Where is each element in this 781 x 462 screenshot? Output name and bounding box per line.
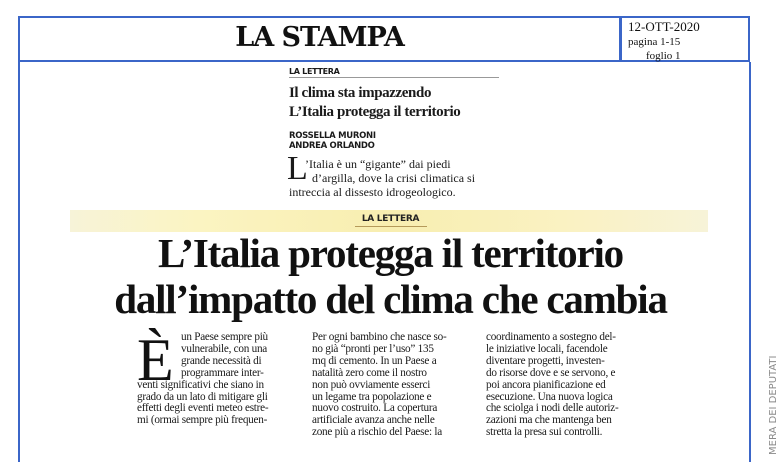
summary-author: ROSSELLA MURONI <box>289 131 376 141</box>
body-line: zone più a rischio del Paese: la <box>312 426 442 439</box>
body-line: stretta la presa sui controlli. <box>486 426 603 439</box>
article-dropcap: È <box>137 327 174 393</box>
body-line: non può ovviamente esserci <box>312 378 431 391</box>
summary-kicker: LA LETTERA <box>289 67 340 76</box>
body-line: mq di cemento. In un Paese a <box>312 354 437 367</box>
body-line: effetti degli eventi meteo estre- <box>137 402 269 415</box>
summary-author: ANDREA ORLANDO <box>289 141 375 151</box>
summary-title-line: L’Italia protegga il territorio <box>289 104 461 120</box>
masthead-box <box>18 16 621 62</box>
body-line: le iniziative locali, facendole <box>486 342 608 355</box>
summary-kicker-rule <box>289 77 499 78</box>
headline-line: L’Italia protegga il territorio <box>158 230 623 276</box>
body-line: grande necessità di <box>181 354 262 367</box>
summary-title-line: Il clima sta impazzendo <box>289 85 432 101</box>
sheet-number: foglio 1 <box>646 50 681 62</box>
article-column-2 <box>312 332 482 439</box>
summary-text-line: ’Italia è un “gigante” dai piedi <box>305 157 451 171</box>
body-line: do risorse dove e se servono, e <box>486 366 616 379</box>
body-line: che sciolga i nodi delle autoriz- <box>486 402 619 415</box>
body-line: coordinamento a sostegno del- <box>486 331 616 343</box>
body-line: un Paese sempre più <box>181 331 268 343</box>
article-column-1 <box>137 327 307 427</box>
date-box <box>620 16 750 62</box>
summary-dropcap: L <box>287 150 308 187</box>
archive-watermark: MERA DEI DEPUTATI <box>768 355 779 455</box>
body-line: natalità zero come il nostro <box>312 366 427 379</box>
body-line: mi (ormai sempre più frequen- <box>137 414 268 427</box>
body-line: no già “pronti per l’uso” 135 <box>312 342 434 355</box>
article-column-3 <box>486 332 656 439</box>
publication-date: 12-OTT-2020 <box>628 19 700 34</box>
headline-line: dall’impatto del clima che cambia <box>114 276 667 322</box>
body-line: poi ancora pianificazione ed <box>486 378 606 391</box>
summary-text-line: intreccia al dissesto idrogeologico. <box>289 185 456 199</box>
newspaper-name: LA STAMPA <box>235 22 404 53</box>
article-kicker: LA LETTERA <box>361 214 420 224</box>
body-line: zazioni ma che mantenga ben <box>486 414 612 427</box>
body-line: vulnerabile, con una <box>181 342 268 355</box>
page-number: pagina 1-15 <box>628 36 681 48</box>
body-line: diventare progetti, investen- <box>486 354 605 367</box>
body-line: programmare inter- <box>181 366 264 379</box>
body-line: grado da un lato di mitigare gli <box>137 390 268 403</box>
body-line: esecuzione. Una nuova logica <box>486 390 613 403</box>
summary-text-line: d’argilla, dove la crisi climatica si <box>312 171 476 185</box>
article-kicker-rule <box>355 226 427 227</box>
body-line: artificiale avanza anche nelle <box>312 414 435 427</box>
body-line: nuovo costruito. La copertura <box>312 402 438 415</box>
body-line: venti significativi che siano in <box>137 378 264 391</box>
body-line: Per ogni bambino che nasce so- <box>312 331 447 343</box>
body-line: un legame tra popolazione e <box>312 390 432 403</box>
